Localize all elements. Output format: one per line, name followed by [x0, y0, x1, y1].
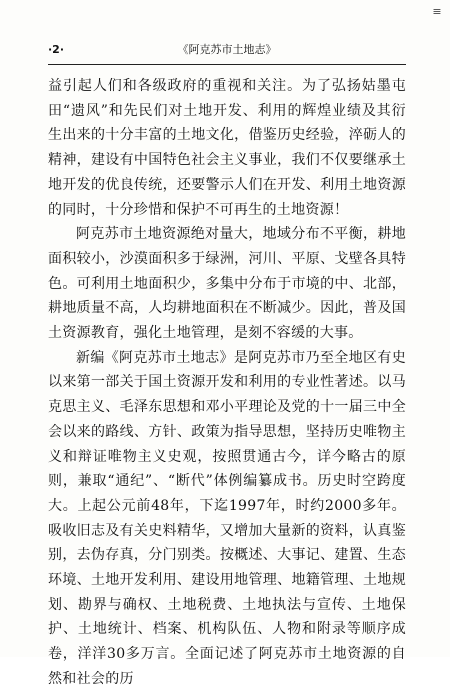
paragraph-continuation: 益引起人们和各级政府的重视和关注。为了弘扬姑墨屯田“遗风”和先民们对土地开发、利用的辉煌业绩及其衍生出来的十分丰富的土地文化，借鉴历史经验，淬砺人的精神，建设有中国特色社会主义事业，我们不仅要继承土地开发的优良传统，还要警示人们在开发、利用土地资源的同时，十分珍惜和保护不可再生的土地资源！	[48, 78, 406, 218]
page-corner-mark: ≡	[432, 5, 442, 18]
page-header	[48, 40, 406, 60]
paragraph-new-gazetteer: 新编《阿克苏市土地志》是阿克苏市乃至全地区有史以来第一部关于国土资源开发和利用的专业性著述。以马克思主义、毛泽东思想和邓小平理论及党的十一届三中全会以来的路线、方针、政策为指导思想，坚持历史唯物主义和辩证唯物主义史观，按照贯通古今，详今略古的原则，兼取“通纪”、“断代”体例编纂成书。历史时空跨度大。上起公元前48年，下迄1997年，时约2000多年。吸收旧志及有关史料精华，又增加大量新的资料，认真鉴别，去伪存真，分门别类。按概述、大事记、建置、生态环境、土地开发利用、建设用地管理、地籍管理、土地规划、勘界与确权、土地税费、土地执法与宣传、土地保护、土地统计、档案、机构队伍、人物和附录等顺序成卷，洋洋30多万言。全面记述了阿克苏市土地资源的自然和社会的历	[48, 349, 406, 687]
page-number: ·2·	[48, 43, 65, 56]
header-rule	[48, 64, 406, 65]
running-title: 《阿克苏市土地志》	[177, 43, 277, 56]
paragraph-land-resources: 阿克苏市土地资源绝对量大，地域分布不平衡，耕地面积较小，沙漠面积多于绿洲，河川、平原、戈壁各具特色。可利用土地面积少，多集中分布于市境的中、北部，耕地质量不高，人均耕地面积在不断减少。因此，普及国土资源教育，强化土地管理，是刻不容缓的大事。	[48, 226, 406, 342]
body-text	[48, 74, 406, 692]
